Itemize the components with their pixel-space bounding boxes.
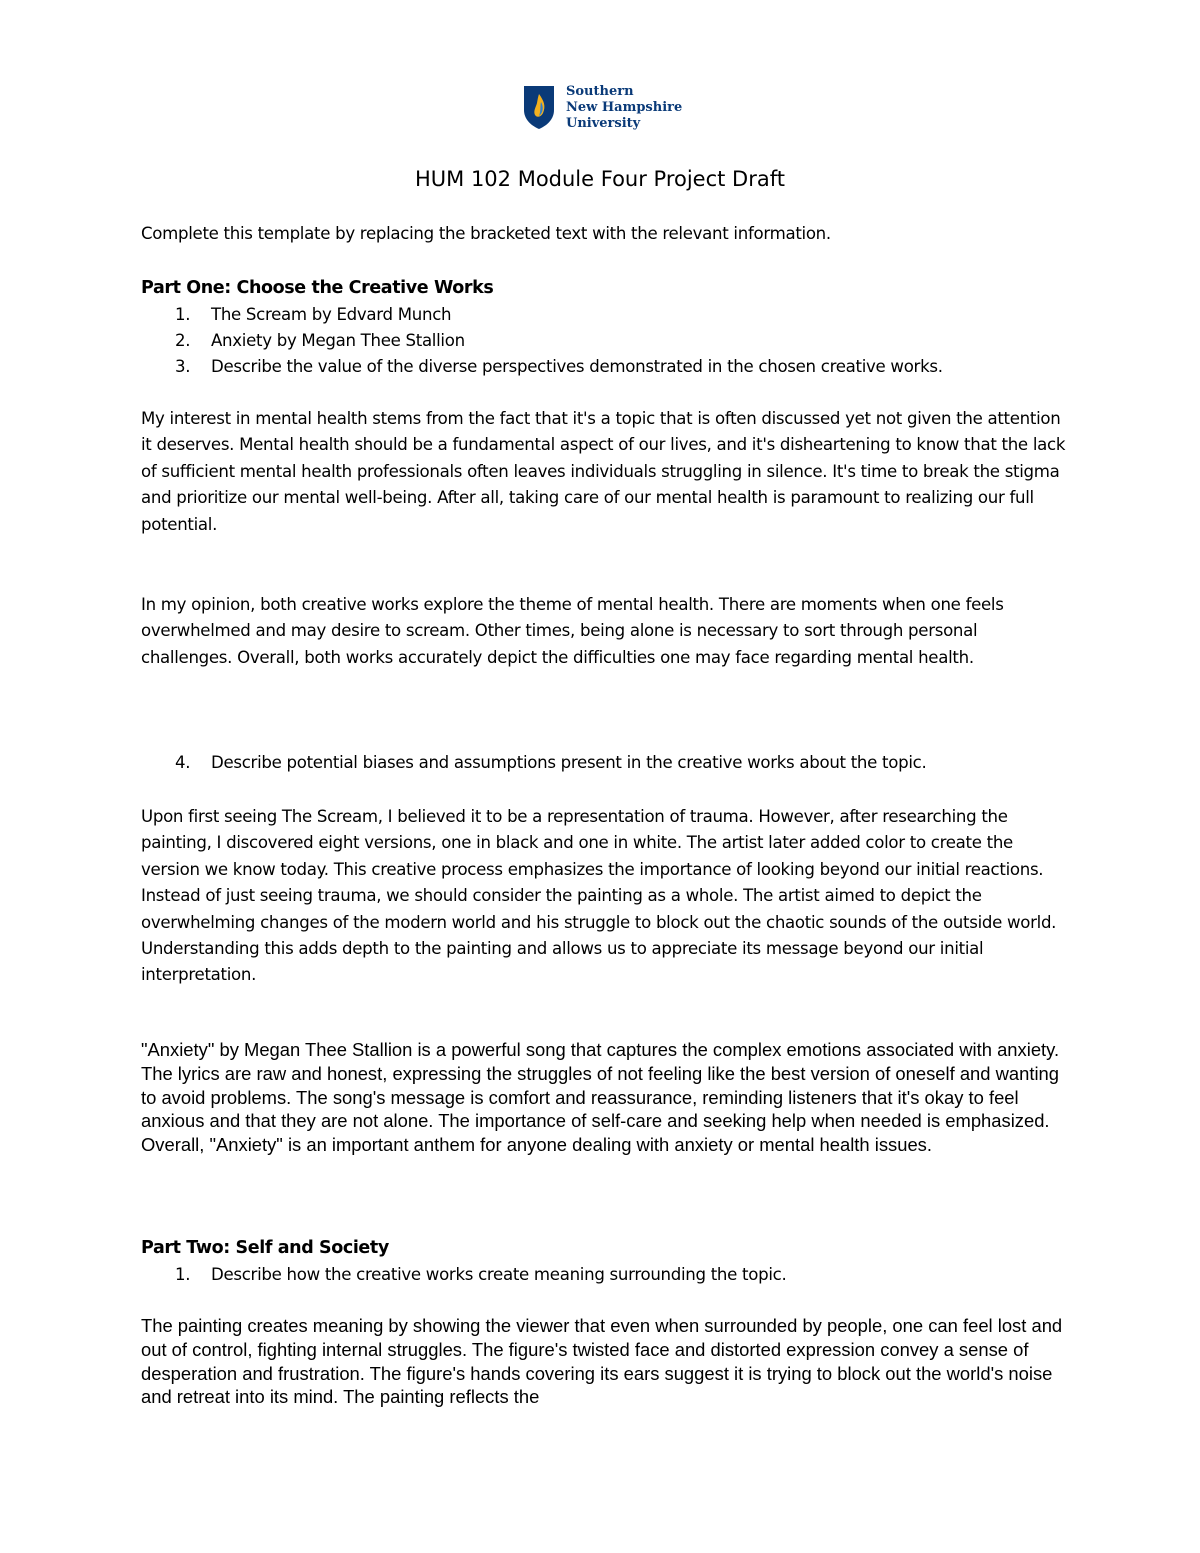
paragraph: The painting creates meaning by showing the viewer that even when surrounded by people, one can feel lost and out of control, fighting internal struggles. The figure's twisted face and distorted expression convey a sense of desperation and frustration. The figure's hands covering its ears suggest it is trying to block out the world's noise and retreat into its mind. The painting reflects the	[141, 1315, 1063, 1408]
list-number: 1.	[175, 305, 191, 324]
paragraph: My interest in mental health stems from the fact that it's a topic that is often discussed yet not given the attention it deserves. Mental health should be a fundamental aspect of our lives, and it's disheartening to know that the lack of sufficient mental health professionals often leaves individuals struggling in silence. It's time to break the stigma and prioritize our mental well-being. After all, taking care of our mental health is paramount to realizing our full potential.	[141, 409, 1066, 534]
logo-line-3: University	[566, 116, 641, 131]
list-item	[141, 354, 1071, 380]
list-text: The Scream by Edvard Munch	[211, 305, 452, 324]
paragraph: In my opinion, both creative works explore the theme of mental health. There are moments when one feels overwhelmed and may desire to scream. Other times, being alone is necessary to sort through personal challenges. Overall, both works accurately depict the difficulties one may face regarding mental health.	[141, 595, 1004, 667]
part-two-list	[141, 1262, 1071, 1288]
list-item	[141, 328, 1071, 354]
list-text: Describe how the creative works create meaning surrounding the topic.	[211, 1265, 787, 1284]
paragraph: "Anxiety" by Megan Thee Stallion is a powerful song that captures the complex emotions associated with anxiety. The lyrics are raw and honest, expressing the struggles of not feeling like the best version of oneself and wanting to avoid problems. The song's message is comfort and reassurance, reminding listeners that it's okay to feel anxious and that they are not alone. The importance of self-care and seeking help when needed is emphasized. Overall, "Anxiety" is an important anthem for anyone dealing with anxiety or mental health issues.	[141, 1039, 1060, 1156]
list-text: Describe potential biases and assumptions present in the creative works about the topic.	[211, 753, 927, 772]
list-text: Anxiety by Megan Thee Stallion	[211, 331, 465, 351]
part-one-list	[141, 302, 1071, 381]
list-number: 4.	[175, 753, 191, 772]
list-item	[141, 1262, 1071, 1288]
intro-text: Complete this template by replacing the bracketed text with the relevant information.	[141, 224, 831, 243]
part-one-list-continued	[141, 750, 1071, 776]
list-number: 2.	[175, 331, 191, 351]
part-two-heading: Part Two: Self and Society	[141, 1238, 389, 1258]
list-number: 3.	[175, 357, 191, 377]
paragraph: Upon first seeing The Scream, I believed it to be a representation of trauma. However, after researching the painting, I discovered eight versions, one in black and one in white. The artist later added color to create the version we know today. This creative process emphasizes the importance of looking beyond our initial reactions. Instead of just seeing trauma, we should consider the painting as a whole. The artist aimed to depict the overwhelming changes of the modern world and his struggle to block out the chaotic sounds of the outside world. Understanding this adds depth to the painting and allows us to appreciate its message beyond our initial interpretation.	[141, 807, 1057, 985]
list-number: 1.	[175, 1265, 191, 1284]
list-item	[141, 750, 1071, 776]
part-one-heading: Part One: Choose the Creative Works	[141, 278, 494, 298]
document-title: HUM 102 Module Four Project Draft	[414, 167, 785, 191]
shield-flame-icon	[522, 84, 556, 130]
logo-line-1: Southern	[566, 84, 634, 99]
list-text: Describe the value of the diverse perspectives demonstrated in the chosen creative works.	[211, 357, 943, 377]
university-logo	[522, 84, 692, 134]
logo-wordmark	[566, 84, 682, 132]
list-item	[141, 302, 1071, 328]
logo-line-2: New Hampshire	[566, 100, 683, 115]
